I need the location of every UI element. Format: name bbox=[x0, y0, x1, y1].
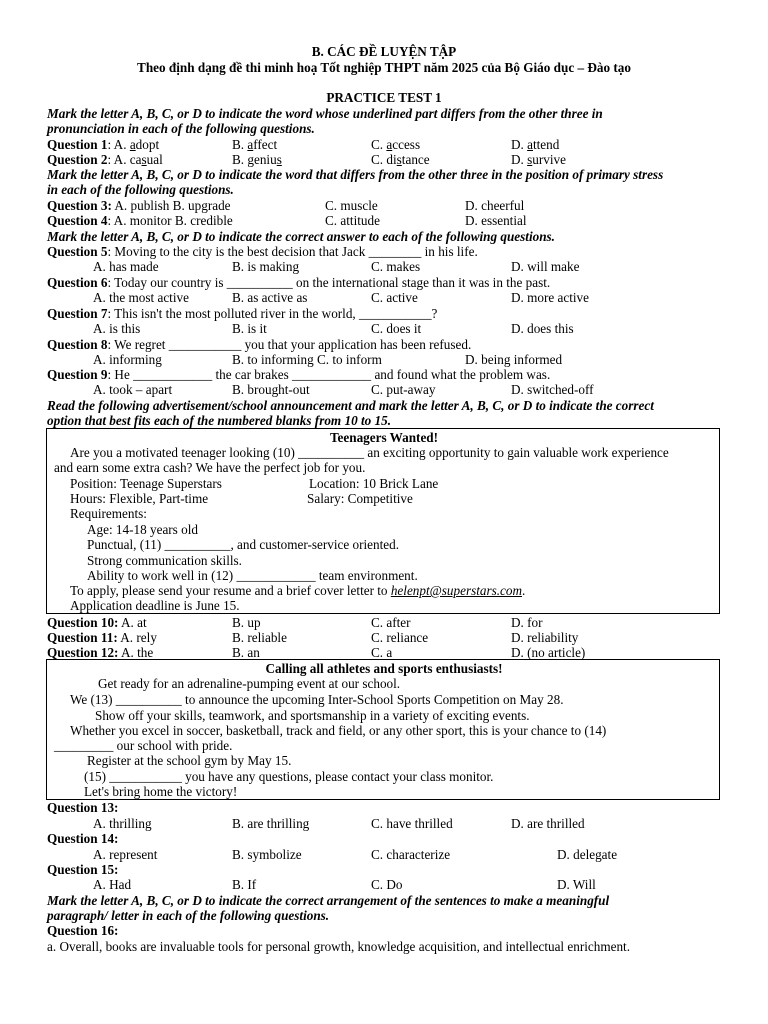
practice-test-title: PRACTICE TEST 1 bbox=[326, 90, 442, 105]
instruction-stress-cont: in each of the following questions. bbox=[47, 182, 234, 197]
q6-option-b: B. as active as bbox=[232, 290, 308, 305]
question-2: Question 2: A. casual bbox=[47, 152, 163, 167]
question-13: Question 13: bbox=[47, 800, 119, 815]
q15-option-d: D. Will bbox=[557, 877, 596, 892]
q13-option-c: C. have thrilled bbox=[371, 816, 453, 831]
q12-option-c: C. a bbox=[371, 645, 393, 660]
ad-position: Position: Teenage Superstars bbox=[70, 476, 222, 491]
section-title: B. CÁC ĐỀ LUYỆN TẬP bbox=[311, 44, 457, 59]
q7-option-c: C. does it bbox=[371, 321, 422, 336]
instruction-advertisement-cont: option that best fits each of the numbered blanks from 10 to 15. bbox=[47, 413, 391, 428]
q13-option-d: D. are thrilled bbox=[511, 816, 585, 831]
instruction-correct-answer: Mark the letter A, B, C, or D to indicate the correct answer to each of the following questions. bbox=[47, 229, 555, 244]
q1-option-b: B. affect bbox=[232, 137, 278, 152]
q14-option-a: A. represent bbox=[93, 847, 158, 862]
ad-location: Location: 10 Brick Lane bbox=[309, 476, 439, 491]
q5-option-b: B. is making bbox=[232, 259, 300, 274]
q14-option-b: B. symbolize bbox=[232, 847, 302, 862]
q9-option-c: C. put-away bbox=[371, 382, 436, 397]
q4-option-d: D. essential bbox=[465, 213, 527, 228]
announcement-line-2: We (13) __________ to announce the upcoming Inter-School Sports Competition on May 28. bbox=[70, 692, 564, 707]
question-1: Question 1: A. adopt bbox=[47, 137, 160, 152]
q6-option-d: D. more active bbox=[511, 290, 589, 305]
question-6: Question 6: Today our country is __________ on the international stage than it was in the past. bbox=[47, 275, 551, 290]
q6-option-a: A. the most active bbox=[93, 290, 189, 305]
announcement-title: Calling all athletes and sports enthusiasts! bbox=[265, 661, 503, 676]
q5-option-c: C. makes bbox=[371, 259, 421, 274]
announcement-line-3: Show off your skills, teamwork, and sportsmanship in a variety of exciting events. bbox=[95, 708, 530, 723]
announcement-line-7: (15) ___________ you have any questions, please contact your class monitor. bbox=[84, 769, 494, 784]
question-14: Question 14: bbox=[47, 831, 119, 846]
ad-req-communication: Strong communication skills. bbox=[87, 553, 242, 568]
q3-option-d: D. cheerful bbox=[465, 198, 525, 213]
ad-req-age: Age: 14-18 years old bbox=[87, 522, 198, 537]
question-15: Question 15: bbox=[47, 862, 119, 877]
q10-option-d: D. for bbox=[511, 615, 543, 630]
q2-option-b: B. genius bbox=[232, 152, 282, 167]
q14-option-d: D. delegate bbox=[557, 847, 618, 862]
q8-option-a: A. informing bbox=[93, 352, 162, 367]
ad-salary: Salary: Competitive bbox=[307, 491, 413, 506]
q13-option-b: B. are thrilling bbox=[232, 816, 310, 831]
announcement-line-8: Let's bring home the victory! bbox=[84, 784, 238, 799]
q6-option-c: C. active bbox=[371, 290, 418, 305]
q10-option-b: B. up bbox=[232, 615, 261, 630]
q5-option-a: A. has made bbox=[93, 259, 159, 274]
announcement-line-6: Register at the school gym by May 15. bbox=[87, 753, 292, 768]
q5-option-d: D. will make bbox=[511, 259, 580, 274]
announcement-line-4: Whether you excel in soccer, basketball, track and field, or any other sport, this is your chance to (14) bbox=[70, 723, 607, 738]
q9-option-a: A. took – apart bbox=[93, 382, 173, 397]
ad-hours: Hours: Flexible, Part-time bbox=[70, 491, 209, 506]
question-11: Question 11: A. rely bbox=[47, 630, 157, 645]
question-8: Question 8: We regret ___________ you that your application has been refused. bbox=[47, 337, 472, 352]
instruction-arrangement: Mark the letter A, B, C, or D to indicate the correct arrangement of the sentences to make a meaningful bbox=[47, 893, 610, 908]
q3-option-c: C. muscle bbox=[325, 198, 378, 213]
question-4: Question 4: A. monitor B. credible bbox=[47, 213, 233, 228]
announcement-line-1: Get ready for an adrenaline-pumping event at our school. bbox=[98, 676, 401, 691]
ad-req-teamwork: Ability to work well in (12) ____________ team environment. bbox=[87, 568, 418, 583]
ad-paragraph: Are you a motivated teenager looking (10) __________ an exciting opportunity to gain valuable work experience bbox=[70, 445, 669, 460]
instruction-stress: Mark the letter A, B, C, or D to indicate the word that differs from the other three in the position of primary stress bbox=[47, 167, 664, 182]
q8-option-b-c: B. to informing C. to inform bbox=[232, 352, 382, 367]
email-link[interactable]: helenpt@superstars.com bbox=[390, 583, 523, 598]
ad-deadline: Application deadline is June 15. bbox=[70, 598, 240, 613]
q7-option-d: D. does this bbox=[511, 321, 574, 336]
ad-paragraph-cont: and earn some extra cash? We have the perfect job for you. bbox=[54, 460, 366, 475]
ad-req-punctual: Punctual, (11) __________, and customer-service oriented. bbox=[87, 537, 399, 552]
question-5: Question 5: Moving to the city is the best decision that Jack ________ in his life. bbox=[47, 244, 478, 259]
instruction-pronunciation: Mark the letter A, B, C, or D to indicate the word whose underlined part differs from the other three in bbox=[47, 106, 603, 121]
q16-sentence-a: a. Overall, books are invaluable tools for personal growth, knowledge acquisition, and intellectual enrichment. bbox=[47, 939, 631, 954]
q1-option-d: D. attend bbox=[511, 137, 560, 152]
q9-option-b: B. brought-out bbox=[232, 382, 310, 397]
ad-apply: To apply, please send your resume and a brief cover letter to helenpt@superstars.com. bbox=[70, 583, 526, 598]
question-10: Question 10: A. at bbox=[47, 615, 147, 630]
q7-option-b: B. is it bbox=[232, 321, 267, 336]
q15-option-a: A. Had bbox=[93, 877, 132, 892]
q8-option-d: D. being informed bbox=[465, 352, 563, 367]
q12-option-d: D. (no article) bbox=[511, 645, 586, 660]
question-3: Question 3: A. publish B. upgrade bbox=[47, 198, 231, 213]
question-12: Question 12: A. the bbox=[47, 645, 154, 660]
q11-option-b: B. reliable bbox=[232, 630, 287, 645]
instruction-advertisement: Read the following advertisement/school announcement and mark the letter A, B, C, or D to indicate the correct bbox=[47, 398, 654, 413]
announcement-line-5: _________ our school with pride. bbox=[54, 738, 233, 753]
q2-option-c: C. distance bbox=[371, 152, 430, 167]
ad-requirements: Requirements: bbox=[70, 506, 147, 521]
q7-option-a: A. is this bbox=[93, 321, 141, 336]
instruction-pronunciation-cont: pronunciation in each of the following questions. bbox=[47, 121, 315, 136]
document-subtitle: Theo định dạng đề thi minh hoạ Tốt nghiệp THPT năm 2025 của Bộ Giáo dục – Đào tạo bbox=[137, 60, 631, 75]
question-9: Question 9: He ____________ the car brakes ____________ and found what the problem was. bbox=[47, 367, 551, 382]
question-7: Question 7: This isn't the most polluted river in the world, ___________? bbox=[47, 306, 438, 321]
q15-option-b: B. If bbox=[232, 877, 257, 892]
q12-option-b: B. an bbox=[232, 645, 260, 660]
q11-option-c: C. reliance bbox=[371, 630, 429, 645]
q15-option-c: C. Do bbox=[371, 877, 403, 892]
q4-option-c: C. attitude bbox=[325, 213, 380, 228]
instruction-arrangement-cont: paragraph/ letter in each of the following questions. bbox=[47, 908, 330, 923]
q9-option-d: D. switched-off bbox=[511, 382, 594, 397]
q14-option-c: C. characterize bbox=[371, 847, 451, 862]
q1-option-c: C. access bbox=[371, 137, 421, 152]
q2-option-d: D. survive bbox=[511, 152, 566, 167]
q10-option-c: C. after bbox=[371, 615, 411, 630]
q11-option-d: D. reliability bbox=[511, 630, 579, 645]
question-16: Question 16: bbox=[47, 923, 119, 938]
q13-option-a: A. thrilling bbox=[93, 816, 152, 831]
ad-title: Teenagers Wanted! bbox=[329, 430, 439, 445]
